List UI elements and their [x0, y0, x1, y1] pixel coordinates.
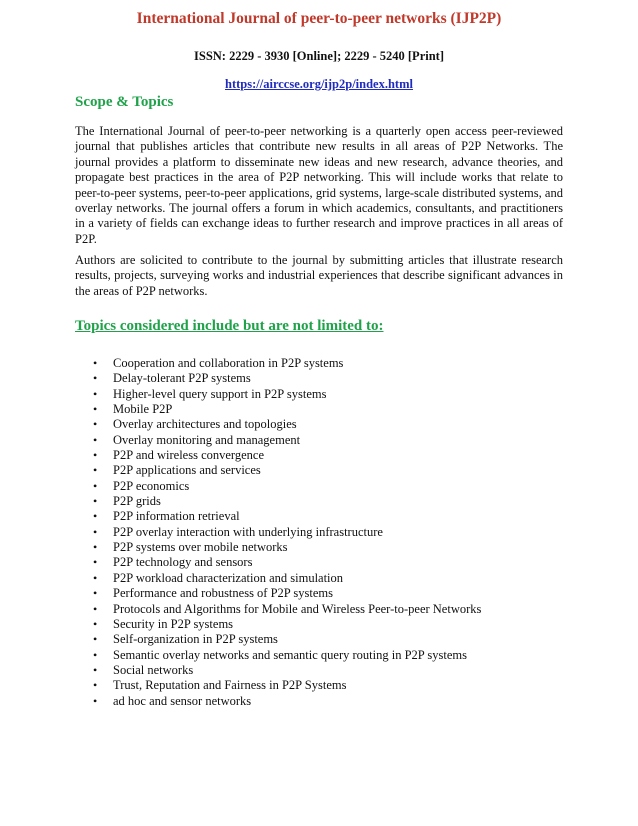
topic-text: Cooperation and collaboration in P2P systems	[113, 356, 344, 370]
issn-line: ISSN: 2229 - 3930 [Online]; 2229 - 5240 [Print]	[194, 49, 444, 63]
topic-text: Delay-tolerant P2P systems	[113, 371, 251, 386]
topic-list-item	[93, 678, 481, 693]
topic-list-item	[93, 632, 481, 647]
topic-list-item	[93, 402, 481, 417]
bullet-icon: •	[93, 555, 98, 570]
bullet-icon: •	[93, 386, 98, 401]
bullet-icon: •	[93, 678, 98, 693]
journal-url-link[interactable]: https://airccse.org/ijp2p/index.html	[225, 77, 413, 91]
topic-text: Overlay architectures and topologies	[113, 417, 297, 432]
topics-heading: Topics considered include but are not limited to:	[75, 318, 384, 334]
topic-text: Protocols and Algorithms for Mobile and Wireless Peer-to-peer Networks	[113, 601, 482, 616]
topic-text: Semantic overlay networks and semantic query routing in P2P systems	[113, 647, 467, 662]
bullet-icon: •	[93, 417, 98, 432]
journal-title: International Journal of peer-to-peer networks (IJP2P)	[136, 10, 502, 27]
bullet-icon: •	[93, 432, 98, 447]
bullet-icon: •	[93, 509, 98, 524]
topic-list-item	[93, 694, 481, 709]
topic-text: Security in P2P systems	[113, 616, 234, 631]
topic-list-item	[93, 555, 481, 570]
bullet-icon: •	[93, 586, 98, 601]
bullet-icon: •	[93, 494, 98, 509]
bullet-icon: •	[93, 570, 98, 585]
topic-text: P2P applications and services	[113, 463, 261, 478]
topic-text: Self-organization in P2P systems	[113, 632, 278, 647]
topic-text: Overlay monitoring and management	[113, 432, 301, 447]
topic-list-item	[93, 387, 481, 402]
topic-text: P2P economics	[113, 478, 190, 493]
topic-list-item	[93, 463, 481, 478]
bullet-icon: •	[93, 402, 98, 417]
topic-text: Performance and robustness of P2P systems	[113, 586, 333, 601]
topic-text: P2P grids	[113, 494, 161, 509]
scope-heading: Scope & Topics	[75, 94, 174, 110]
topic-text: P2P and wireless convergence	[113, 448, 265, 463]
bullet-icon: •	[93, 693, 98, 708]
bullet-icon: •	[93, 647, 98, 662]
topic-text: Trust, Reputation and Fairness in P2P Systems	[113, 678, 347, 693]
bullet-icon: •	[93, 371, 98, 386]
topic-list-item	[93, 525, 481, 540]
topic-list-item	[93, 509, 481, 524]
topic-list-item	[93, 571, 481, 586]
bullet-icon: •	[93, 540, 98, 555]
topic-list-item	[93, 433, 481, 448]
topic-list-item	[93, 540, 481, 555]
topic-text: P2P information retrieval	[113, 509, 240, 524]
topic-list	[93, 356, 481, 709]
topic-text: P2P technology and sensors	[113, 555, 253, 570]
bullet-icon: •	[93, 601, 98, 616]
topic-list-item	[93, 479, 481, 494]
topic-list-item	[93, 448, 481, 463]
bullet-icon: •	[93, 463, 98, 478]
topic-text: ad hoc and sensor networks	[113, 693, 252, 708]
topic-list-item	[93, 586, 481, 601]
topic-list-item	[93, 617, 481, 632]
bullet-icon: •	[93, 662, 98, 677]
topic-text: P2P systems over mobile networks	[113, 540, 288, 555]
bullet-icon: •	[93, 448, 98, 463]
scope-paragraph-2: Authors are solicited to contribute to the journal by submitting articles that illustrate research results, projects, surveying works and industrial experiences that describe significant advances in the areas of P2P networks.	[75, 253, 563, 298]
topic-text: P2P overlay interaction with underlying infrastructure	[113, 524, 383, 539]
topic-list-item	[93, 663, 481, 678]
bullet-icon: •	[93, 616, 98, 631]
topic-list-item	[93, 371, 481, 386]
bullet-icon: •	[93, 524, 98, 539]
topic-text: P2P workload characterization and simulation	[113, 570, 344, 585]
bullet-icon: •	[93, 632, 98, 647]
bullet-icon: •	[93, 478, 98, 493]
scope-paragraph-1: The International Journal of peer-to-peer networking is a quarterly open access peer-reviewed journal that publishes articles that contribute new results in all areas of P2P Networks. The journal provides a platform to disseminate new ideas and new research, advance theories, and propagate best practices in the area of P2P networking. This will include works that relate to peer-to-peer systems, peer-to-peer applications, grid systems, large-scale distributed systems, and overlay networks. The journal offers a forum in which academics, consultants, and practitioners in a variety of fields can exchange ideas to further research and improve practices in all areas of P2P.	[75, 124, 563, 246]
topic-list-item	[93, 648, 481, 663]
topic-list-item	[93, 602, 481, 617]
topic-text: Mobile P2P	[113, 402, 173, 417]
topic-list-item	[93, 356, 481, 371]
topic-text: Higher-level query support in P2P systems	[113, 386, 327, 401]
topic-list-item	[93, 417, 481, 432]
bullet-icon: •	[93, 356, 98, 370]
topic-list-item	[93, 494, 481, 509]
topic-text: Social networks	[113, 662, 194, 677]
